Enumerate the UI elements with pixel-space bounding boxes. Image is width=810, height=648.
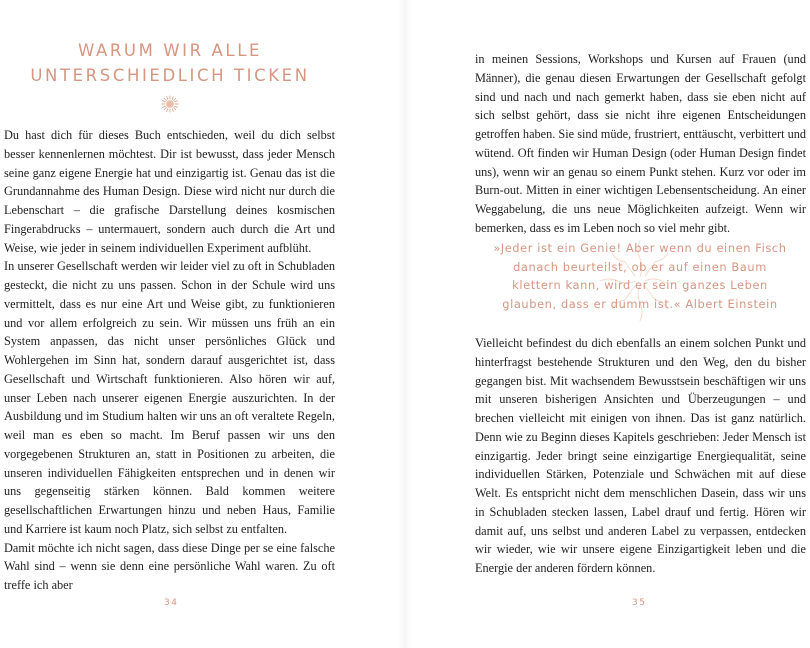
chapter-title-line-2: UNTERSCHIEDLICH TICKEN [30,66,310,85]
sun-icon [161,95,179,113]
right-page [405,0,810,648]
quote-line: glauben, dass er dumm ist.« Albert Einstein [502,297,778,312]
paragraph-2: In unserer Gesellschaft werden wir leider viel zu oft in Schubladen gesteckt, die nicht zu uns passen. Schon in der Schule wird uns vermittelt, dass es nur eine Art und Weise gibt, zu funktionieren und vor allem erfolgreich zu sein. Wir müssen uns früh an ein System anpassen, das nicht unser persönliches Glück und Wohlergehen im Sinn hat, sondern darauf ausgerichtet ist, dass Gesellschaft und Wirtschaft funktionieren. Also hören wir auf, unser Leben nach unserer eigenen Energie auszurichten. In der Ausbildung und im Studium halten wir uns an oft veraltete Regeln, weil man es eben so macht. Im Beruf passen wir uns den vorgegebenen Strukturen an, statt in Positionen zu arbeiten, die unseren individuellen Fähigkeiten entsprechen und in denen wir uns gegenseitig stärken können. Bald kommen weitere gesellschaftlichen Erwartungen hinzu und neben Haus, Familie und Karriere ist kaum noch Platz, sich selbst zu entfalten. [4,259,335,536]
right-body-text-top [475,50,806,238]
paragraph-1: Du hast dich für dieses Buch entschieden, weil du dich selbst besser kennenlernen möchtest. Dir ist bewusst, dass jeder Mensch seine ganz eigene Energie hat und einzigartig ist. Genau das ist die Grundannahme des Human Design. Diese wird nicht nur durch die Lebenschart – die grafische Darstellung deines kosmischen Fingerabdrucks – untermauert, sondern auch durch die Art und Weise, wie jeder in seinem individuellen Experiment aufblüht. [4,128,335,255]
right-body-text-bottom [475,334,806,578]
chapter-title [0,38,340,88]
paragraph-3: Damit möchte ich nicht sagen, dass diese Dinge per se eine falsche Wahl sind – wenn sie denn eine persönliche Wahl waren. Zu oft treffe ich aber [4,540,335,592]
quote-line: »Jeder ist ein Genie! Aber wenn du einen Fisch [493,241,787,255]
left-body-text [4,126,335,595]
quote-line: klettern kann, wird er sein ganzes Leben [512,278,768,293]
quote-line: danach beurteilst, ob er auf einen Baum [513,259,767,274]
page-number-left: 34 [164,598,179,608]
chapter-title-line-1: WARUM WIR ALLE [77,41,263,60]
paragraph-4: in meinen Sessions, Workshops und Kursen auf Frauen (und Männer), die genau diesen Erwartungen der Gesellschaft gefolgt sind und nach und nach gemerkt haben, dass sie eben nicht auf sich selbst gehört, dass sie nicht ihre eigenen Entscheidungen getroffen haben. Sie sind müde, frustriert, enttäuscht, verbittert und wütend. Oft finden wir Human Design (oder Human Design findet uns), wenn wir an genau so einem Punkt stehen. Kurz vor oder im Burn-out. Mitten in einer wichtigen Lebensentscheidung. An einer Weggabelung, die uns neue Möglichkeiten aufzeigt. Wenn wir bemerken, dass es im Leben noch so viel mehr gibt. [475,52,807,235]
einstein-quote [480,239,800,314]
page-number-right: 35 [632,598,647,608]
paragraph-5: Vielleicht befindest du dich ebenfalls an einem solchen Punkt und hinterfragst bestehende Strukturen und den Weg, den du bisher gegangen bist. Mit wachsendem Bewusstsein beschäftigen wir uns mit unseren bisherigen Ansichten und Überzeugungen – und brechen vielleicht mit einigen von ihnen. Das ist ganz natürlich. Denn wie zu Beginn dieses Kapitels geschrieben: Jeder Mensch ist einzigartig. Jeder bringt seine einzigartige Energiequalität, seine individuellen Stärken, Potenziale und Schwächen mit auf diese Welt. Es entspricht nicht dem menschlichen Dasein, dass wir uns in Schubladen stecken lassen, Label drauf und fertig. Hören wir damit auf, uns selbst und anderen Label zu verpassen, entdecken wir wieder, wie wir unsere eigene Einzigartigkeit leben und die Energie der anderen fördern können. [475,336,806,575]
